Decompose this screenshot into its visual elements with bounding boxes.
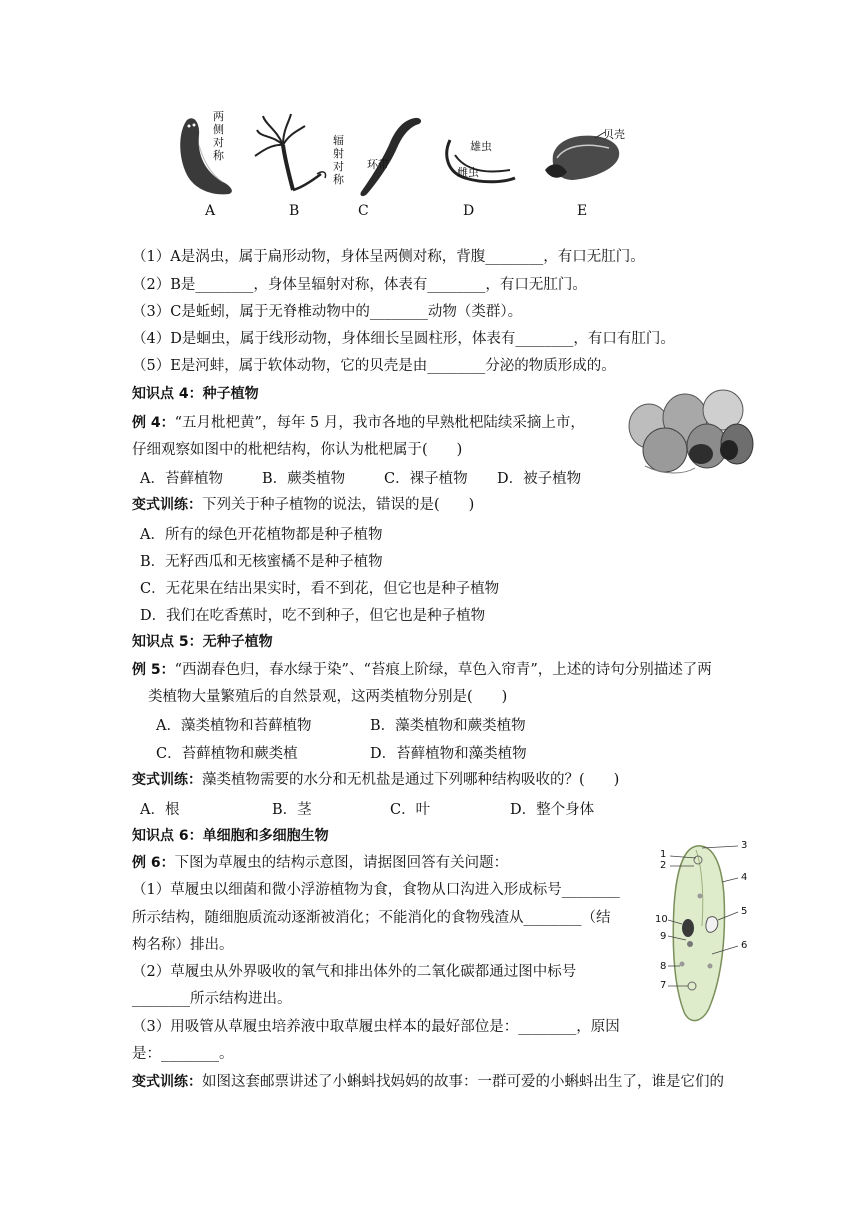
- kp4-example-label: 例 4：: [132, 415, 175, 431]
- kp4-variant-option-c: C．无花果在结出果实时，看不到花，但它也是种子植物: [140, 581, 500, 597]
- kp4-variant-option-b: B．无籽西瓜和无核蜜橘不是种子植物: [140, 554, 383, 570]
- kp5-variant-label: 变式训练：: [132, 772, 202, 788]
- diagram-label-1: 1: [660, 849, 667, 860]
- diagram-label-9: 9: [660, 931, 667, 942]
- kp6-variant-label: 变式训练：: [132, 1074, 202, 1090]
- figure-label-c: C: [358, 203, 369, 219]
- figure-label-a: A: [205, 203, 216, 219]
- kp5-variant-option-d: D．整个身体: [510, 802, 595, 818]
- annotation-clitellum: 环带: [367, 158, 389, 171]
- kp6-variant-line: [132, 1072, 724, 1092]
- annotation-male: 雄虫: [470, 140, 492, 153]
- kp4-example-line-1: [132, 413, 585, 433]
- annotation-female: 雌虫: [457, 166, 479, 179]
- flatworm-drawing: [180, 118, 232, 194]
- kp5-example-text-1: “西湖春色归，春水绿于染”、“苔痕上阶绿，草色入帘青”，上述的诗句分别描述了两: [174, 662, 712, 678]
- kp4-option-b: B．蕨类植物: [262, 471, 346, 487]
- kp4-option-d: D．被子植物: [497, 471, 582, 487]
- kp5-option-d: D．苔藓植物和藻类植物: [370, 746, 527, 762]
- kp6-title: 知识点 6：单细胞和多细胞生物: [132, 828, 329, 844]
- question-line-5: （5）E是河蚌，属于软体动物，它的贝壳是由________分泌的物质形成的。: [132, 358, 616, 374]
- kp6-line-5: ________所示结构进出。: [132, 991, 292, 1007]
- kp6-example-label: 例 6：: [132, 855, 175, 871]
- diagram-label-6: 6: [741, 940, 748, 951]
- loquat-svg: [625, 388, 757, 478]
- kp6-example-line: [132, 853, 508, 873]
- kp4-option-c: C．裸子植物: [384, 471, 468, 487]
- kp6-line-4: （2）草履虫从外界吸收的氧气和排出体外的二氧化碳都通过图中标号: [132, 964, 577, 980]
- paramecium-diagram: [652, 836, 762, 1036]
- question-line-1: （1）A是涡虫，属于扁形动物，身体呈两侧对称，背腹________，有口无肛门。: [132, 249, 645, 265]
- loquat-image: [625, 388, 757, 478]
- kp5-variant-option-c: C．叶: [390, 802, 431, 818]
- kp5-variant-line: [132, 770, 619, 790]
- diagram-label-4: 4: [741, 872, 748, 883]
- hydra-drawing: [255, 114, 326, 190]
- kp6-line-1: （1）草履虫以细菌和微小浮游植物为食，食物从口沟进入形成标号________: [132, 882, 620, 898]
- kp5-variant-text: 藻类植物需要的水分和无机盐是通过下列哪种结构吸收的？( ): [202, 772, 620, 788]
- annotation-radial: 辐 射 对 称: [333, 134, 344, 186]
- diagram-label-5: 5: [741, 906, 748, 917]
- kp5-example-line-2: 类植物大量繁殖后的自然景观，这两类植物分别是( ): [148, 689, 508, 705]
- kp4-variant-label: 变式训练：: [132, 497, 202, 513]
- kp4-option-a: A．苔藓植物: [140, 471, 223, 487]
- kp4-variant-option-d: D．我们在吃香蕉时，吃不到种子，但它也是种子植物: [140, 608, 486, 624]
- kp4-variant-option-a: A．所有的绿色开花植物都是种子植物: [140, 527, 383, 543]
- kp4-variant-text: 下列关于种子植物的说法，错误的是( ): [202, 497, 475, 513]
- kp5-option-c: C．苔藓植物和蕨类植: [156, 746, 298, 762]
- kp5-option-a: A．藻类植物和苔藓植物: [156, 718, 312, 734]
- kp4-title: 知识点 4：种子植物: [132, 386, 259, 402]
- kp5-variant-option-b: B．茎: [272, 802, 312, 818]
- kp6-line-3: 构名称）排出。: [132, 937, 234, 953]
- annotation-bilateral: 两 侧 对 称: [213, 110, 224, 162]
- kp5-option-b: B．藻类植物和蕨类植物: [370, 718, 526, 734]
- kp4-example-line-2: 仔细观察如图中的枇杷结构，你认为枇杷属于( ): [132, 442, 463, 458]
- question-line-3: （3）C是蚯蚓，属于无脊椎动物中的________动物（类群）。: [132, 304, 523, 320]
- kp4-example-text-1: “五月枇杷黄”，每年 5 月，我市各地的早熟枇杷陆续采摘上市，: [174, 415, 585, 431]
- kp5-example-line-1: [132, 660, 712, 680]
- diagram-label-2: 2: [660, 860, 667, 871]
- diagram-label-10: 10: [655, 914, 668, 925]
- kp5-example-label: 例 5：: [132, 662, 175, 678]
- kp6-line-6: （3）用吸管从草履虫培养液中取草履虫样本的最好部位是：________，原因: [132, 1019, 620, 1035]
- kp4-variant-line: [132, 495, 474, 515]
- kp5-variant-option-a: A．根: [140, 802, 180, 818]
- annotation-shell: 贝壳: [603, 128, 625, 141]
- kp6-variant-text: 如图这套邮票讲述了小蝌蚪找妈妈的故事：一群可爱的小蝌蚪出生了，谁是它们的: [202, 1074, 724, 1090]
- kp5-title: 知识点 5：无种子植物: [132, 634, 273, 650]
- diagram-label-3: 3: [741, 840, 748, 851]
- animal-figure-svg: [165, 100, 625, 225]
- question-line-2: （2）B是________，身体呈辐射对称，体表有________，有口无肛门。: [132, 277, 587, 293]
- animal-figure: [165, 100, 625, 225]
- diagram-label-8: 8: [660, 961, 667, 972]
- paramecium-svg: [652, 836, 762, 1036]
- kp6-line-2: 所示结构，随细胞质流动逐渐被消化；不能消化的食物残渣从________（结: [132, 910, 611, 926]
- figure-label-e: E: [577, 203, 588, 219]
- question-line-4: （4）D是蛔虫，属于线形动物，身体细长呈圆柱形，体表有________，有口有肛门。: [132, 331, 675, 347]
- diagram-label-7: 7: [660, 980, 667, 991]
- kp6-line-7: 是：________。: [132, 1046, 234, 1062]
- kp6-example-text: 下图为草履虫的结构示意图，请据图回答有关问题：: [174, 855, 509, 871]
- figure-label-d: D: [463, 203, 475, 219]
- figure-label-b: B: [289, 203, 300, 219]
